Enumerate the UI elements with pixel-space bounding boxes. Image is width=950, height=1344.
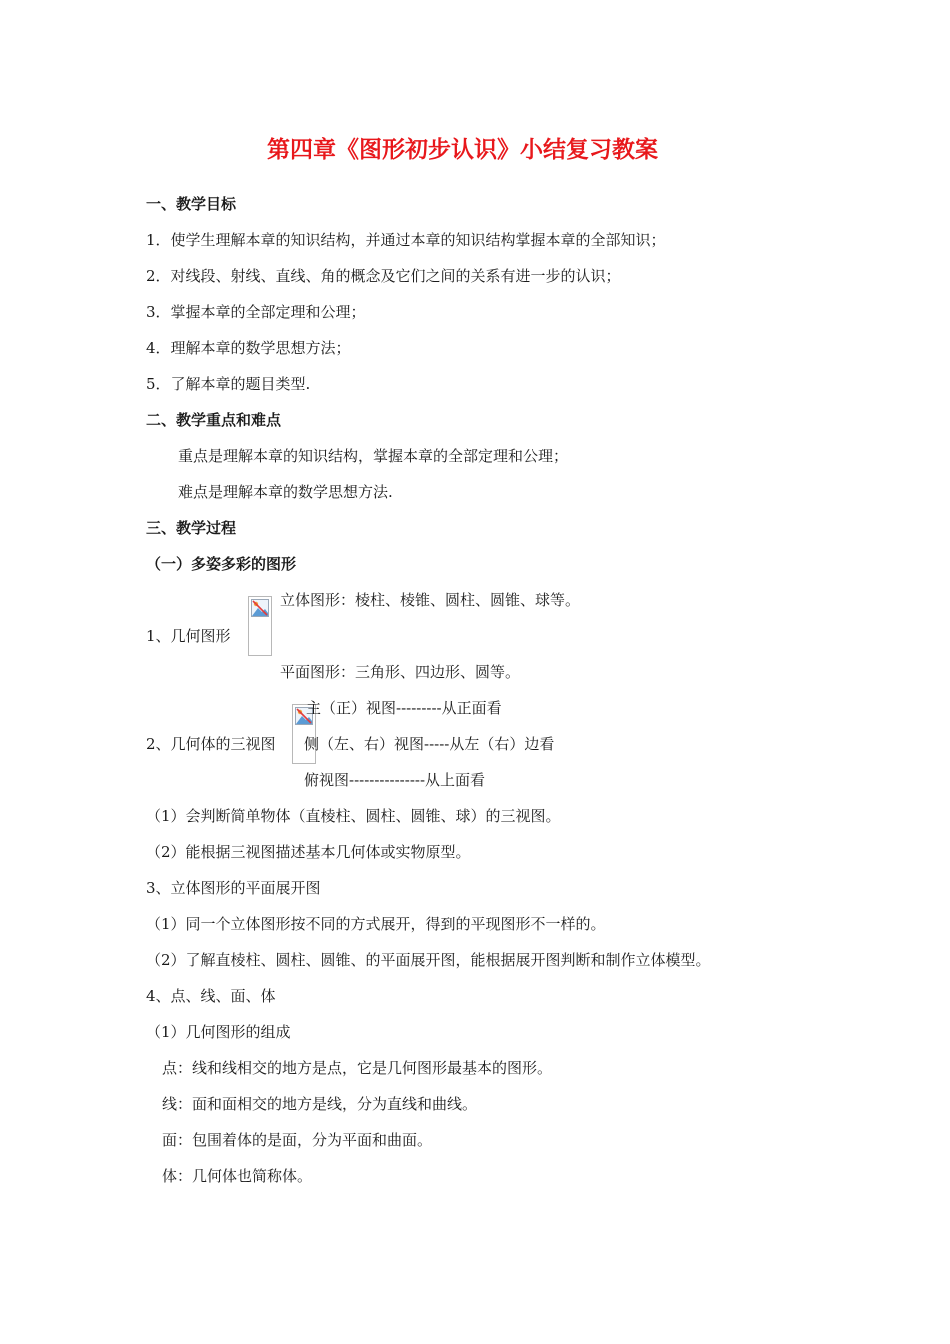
subsection-heading: （一）多姿多彩的图形 bbox=[146, 555, 297, 573]
unfold-note: （2）了解直棱柱、圆柱、圆锥、的平面展开图，能根据展开图判断和制作立体模型。 bbox=[146, 951, 711, 969]
section-heading-objectives: 一、教学目标 bbox=[146, 195, 237, 213]
objective-item: 1．使学生理解本章的知识结构，并通过本章的知识结构掌握本章的全部知识； bbox=[146, 231, 666, 249]
plane-figures-text: 平面图形：三角形、四边形、圆等。 bbox=[280, 663, 521, 681]
front-view-text: 主（正）视图---------从正面看 bbox=[306, 699, 502, 717]
element-item-point: 点：线和线相交的地方是点，它是几何图形最基本的图形。 bbox=[162, 1059, 553, 1077]
three-views-label: 2、几何体的三视图 bbox=[146, 735, 276, 753]
objective-item: 4．理解本章的数学思想方法； bbox=[146, 339, 351, 357]
key-point-text: 重点是理解本章的知识结构，掌握本章的全部定理和公理； bbox=[178, 447, 569, 465]
objective-item: 3．掌握本章的全部定理和公理； bbox=[146, 303, 366, 321]
brace-image-placeholder bbox=[248, 596, 272, 656]
broken-image-icon bbox=[251, 599, 269, 617]
views-note: （1）会判断简单物体（直棱柱、圆柱、圆锥、球）的三视图。 bbox=[146, 807, 561, 825]
side-view-text: 侧（左、右）视图-----从左（右）边看 bbox=[304, 735, 555, 753]
views-note: （2）能根据三视图描述基本几何体或实物原型。 bbox=[146, 843, 471, 861]
element-item-surface: 面：包围着体的是面，分为平面和曲面。 bbox=[162, 1131, 433, 1149]
page-title: 第四章《图形初步认识》小结复习教案 bbox=[267, 136, 658, 163]
difficulty-text: 难点是理解本章的数学思想方法. bbox=[178, 483, 393, 501]
solid-figures-text: 立体图形：棱柱、棱锥、圆柱、圆锥、球等。 bbox=[280, 591, 581, 609]
elements-subheading: （1）几何图形的组成 bbox=[146, 1023, 291, 1041]
objective-item: 5．了解本章的题目类型. bbox=[146, 375, 311, 393]
objective-item: 2．对线段、射线、直线、角的概念及它们之间的关系有进一步的认识； bbox=[146, 267, 621, 285]
top-view-text: 俯视图---------------从上面看 bbox=[304, 771, 486, 789]
unfold-note: （1）同一个立体图形按不同的方式展开，得到的平现图形不一样的。 bbox=[146, 915, 606, 933]
element-item-solid: 体：几何体也简称体。 bbox=[162, 1167, 313, 1185]
section-heading-key-points: 二、教学重点和难点 bbox=[146, 411, 282, 429]
element-item-line: 线：面和面相交的地方是线，分为直线和曲线。 bbox=[162, 1095, 478, 1113]
elements-heading: 4、点、线、面、体 bbox=[146, 987, 276, 1005]
geometry-figures-label: 1、几何图形 bbox=[146, 627, 231, 645]
section-heading-process: 三、教学过程 bbox=[146, 519, 237, 537]
unfold-heading: 3、立体图形的平面展开图 bbox=[146, 879, 321, 897]
